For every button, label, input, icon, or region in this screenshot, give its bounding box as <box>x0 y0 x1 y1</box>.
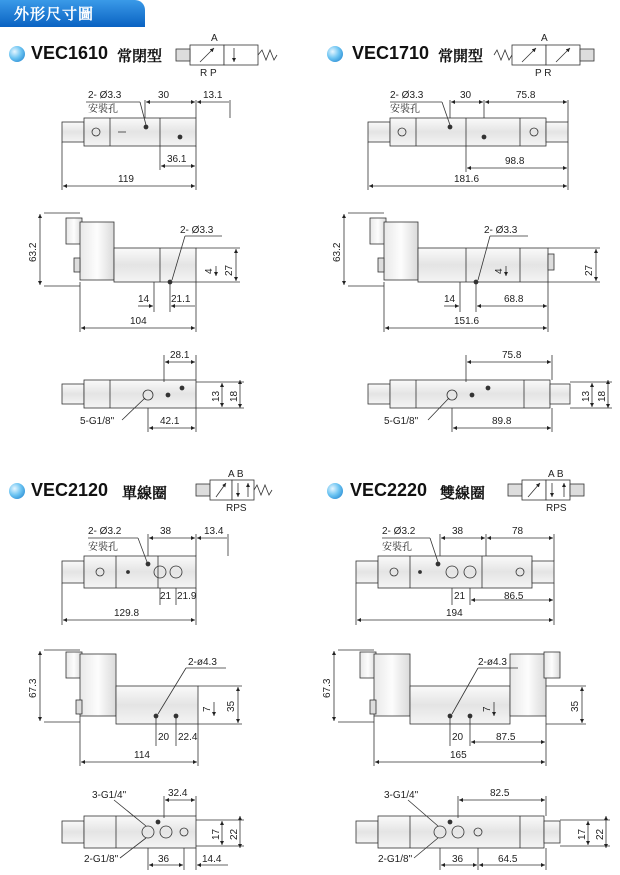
valve-type: 雙線圈 <box>440 484 486 502</box>
dim-label: 21 <box>454 591 466 602</box>
model-name: VEC2120 <box>31 480 109 500</box>
dim-label: 21.1 <box>171 294 191 305</box>
dim-label: 68.8 <box>504 294 524 305</box>
bottom-view-drawing <box>356 816 560 848</box>
dim-label: 82.5 <box>490 788 510 799</box>
dim-label: 13.1 <box>203 90 223 101</box>
bottom-view-drawing <box>368 380 570 408</box>
symbol-port-top: A B <box>228 469 244 480</box>
dim-label: 22.4 <box>178 732 198 743</box>
dim-label: 75.8 <box>516 90 536 101</box>
dim-port: 5-G1/8" <box>80 416 115 427</box>
side-view-drawing <box>360 652 560 724</box>
dim-label: 64.5 <box>498 854 518 865</box>
dim-label: 14 <box>444 294 456 305</box>
dim-label: 20 <box>158 732 170 743</box>
symbol-port-bottom: RPS <box>226 503 247 514</box>
dim-label: 36.1 <box>167 154 187 165</box>
dim-label: 13.4 <box>204 526 224 537</box>
dim-label: 119 <box>118 174 134 185</box>
dim-label: 4 <box>494 268 505 274</box>
top-view-drawing <box>368 118 568 146</box>
model-name: VEC1710 <box>352 43 430 63</box>
dim-label: 18 <box>597 390 608 402</box>
model-name: VEC2220 <box>350 480 428 500</box>
header-title: 外形尺寸圖 <box>14 5 95 23</box>
dim-label: 38 <box>160 526 172 537</box>
model-name: VEC1610 <box>31 43 109 63</box>
top-view-drawing <box>62 118 196 146</box>
dim-label: 35 <box>226 700 237 712</box>
dim-hole-note: 安裝孔 <box>390 104 420 115</box>
dim-label: 17 <box>577 828 588 840</box>
dim-label: 75.8 <box>502 350 522 361</box>
dim-label: 86.5 <box>504 591 524 602</box>
top-view-drawing <box>356 556 554 588</box>
dim-label: 7 <box>482 706 493 712</box>
dim-label: 13 <box>581 390 592 402</box>
dim-label: 21 <box>160 591 172 602</box>
dim-label: 104 <box>130 316 147 327</box>
valve-symbol <box>494 45 594 65</box>
dim-label: 14.4 <box>202 854 222 865</box>
dim-label: 36 <box>158 854 170 865</box>
dim-port: 3-G1/4" <box>384 790 419 801</box>
dim-hole: 2- Ø3.3 <box>88 90 122 101</box>
valve-symbol <box>176 45 277 65</box>
dim-label: 28.1 <box>170 350 190 361</box>
dim-label: 7 <box>202 706 213 712</box>
dim-label: 20 <box>452 732 464 743</box>
dim-label: 87.5 <box>496 732 516 743</box>
dim-port: 3-G1/4" <box>92 790 127 801</box>
symbol-port-top: A <box>541 33 548 44</box>
dim-label: 21.9 <box>177 591 197 602</box>
symbol-port-bottom: R P <box>200 68 217 79</box>
dim-height: 67.3 <box>28 678 39 698</box>
dim-port: 5-G1/8" <box>384 416 419 427</box>
dim-label: 22 <box>595 828 606 840</box>
symbol-port-top: A B <box>548 469 564 480</box>
dim-port: 2-G1/8" <box>378 854 413 865</box>
symbol-port-bottom: RPS <box>546 503 567 514</box>
dim-hole-note: 安裝孔 <box>382 542 412 553</box>
dim-hole-note: 安裝孔 <box>88 104 118 115</box>
side-view-drawing <box>66 652 198 724</box>
dim-hole: 2- Ø3.3 <box>484 225 518 236</box>
dim-hole: 2- Ø3.2 <box>382 526 416 537</box>
dim-label: 18 <box>229 390 240 402</box>
dim-label: 78 <box>512 526 524 537</box>
dim-label: 30 <box>158 90 170 101</box>
dim-label: 27 <box>584 264 595 276</box>
top-view-drawing <box>62 556 196 588</box>
dim-port: 2-G1/8" <box>84 854 119 865</box>
dim-label: 42.1 <box>160 416 180 427</box>
dim-label: 36 <box>452 854 464 865</box>
dim-label: 181.6 <box>454 174 480 185</box>
dim-label: 22 <box>229 828 240 840</box>
side-view-drawing <box>370 218 554 284</box>
dim-hole-note: 安裝孔 <box>88 542 118 553</box>
dim-label: 89.8 <box>492 416 512 427</box>
dim-hole: 2- Ø3.3 <box>180 225 214 236</box>
dim-label: 27 <box>224 264 235 276</box>
dim-label: 165 <box>450 750 467 761</box>
dim-hole: 2- Ø3.3 <box>390 90 424 101</box>
dim-label: 13 <box>211 390 222 402</box>
valve-type: 單線圈 <box>122 484 168 502</box>
dim-height: 63.2 <box>28 242 39 262</box>
dim-label: 30 <box>460 90 472 101</box>
dim-label: 98.8 <box>505 156 525 167</box>
side-view-drawing <box>66 218 196 284</box>
valve-symbol <box>196 480 272 500</box>
dim-label: 4 <box>204 268 215 274</box>
valve-symbol <box>508 480 584 500</box>
dim-label: 151.6 <box>454 316 480 327</box>
dim-height: 63.2 <box>332 242 343 262</box>
symbol-port-top: A <box>211 33 218 44</box>
dim-label: 32.4 <box>168 788 188 799</box>
bottom-view-drawing <box>62 816 196 848</box>
dim-label: 194 <box>446 608 463 619</box>
dim-hole: 2-ø4.3 <box>188 657 217 668</box>
dim-label: 38 <box>452 526 464 537</box>
dim-height: 67.3 <box>322 678 333 698</box>
dim-label: 17 <box>211 828 222 840</box>
dim-label: 14 <box>138 294 150 305</box>
valve-type: 常閉型 <box>117 47 163 65</box>
dim-label: 35 <box>570 700 581 712</box>
valve-type: 常開型 <box>438 47 484 65</box>
symbol-port-bottom: P R <box>535 68 552 79</box>
dim-hole: 2- Ø3.2 <box>88 526 122 537</box>
dim-label: 129.8 <box>114 608 140 619</box>
dim-hole: 2-ø4.3 <box>478 657 507 668</box>
bottom-view-drawing <box>62 380 196 408</box>
dim-label: 114 <box>134 750 150 761</box>
